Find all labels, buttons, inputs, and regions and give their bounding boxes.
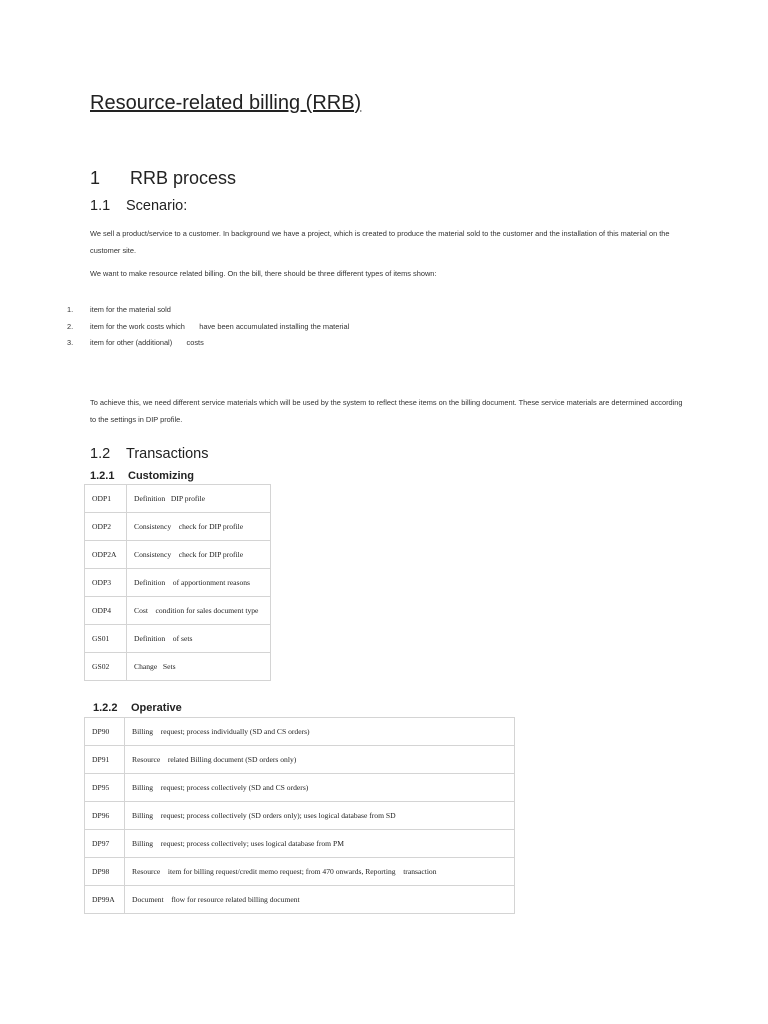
section-number: 1 <box>90 168 101 188</box>
table-row <box>85 802 515 830</box>
table-row <box>85 513 271 541</box>
table-row <box>85 653 271 681</box>
transaction-code: ODP2A <box>85 541 127 569</box>
transaction-description: Cost condition for sales document type <box>127 597 271 625</box>
document-title: Resource-related billing (RRB) <box>90 92 362 114</box>
list-text: item for the material sold <box>90 305 171 314</box>
transaction-description: Resource related Billing document (SD orders only) <box>125 746 515 774</box>
table-row <box>85 569 271 597</box>
transaction-code: DP90 <box>85 718 125 746</box>
list-number: 1. <box>67 305 74 314</box>
service-materials-paragraph: To achieve this, we need different service materials which will be used by the system to reflect these items on the billing document. These service materials are determined according to the settings in DIP profile. <box>90 398 683 424</box>
transaction-description: Consistency check for DIP profile <box>127 541 271 569</box>
list-text: item for the work costs which have been accumulated installing the material <box>90 321 350 331</box>
section-number: 1.1 <box>90 198 111 214</box>
scenario-paragraph: We sell a product/service to a customer. In background we have a project, which is created to produce the material sold to the customer and the installation of this material on the customer site. <box>90 229 670 255</box>
customizing-transactions-table <box>84 484 271 681</box>
list-number: 2. <box>67 321 74 331</box>
transaction-code: DP95 <box>85 774 125 802</box>
section-number: 1.2.1 <box>90 470 115 482</box>
transaction-code: GS02 <box>85 653 127 681</box>
table-row <box>85 774 515 802</box>
transaction-description: Consistency check for DIP profile <box>127 513 271 541</box>
subsection-heading-customizing <box>90 470 194 482</box>
transaction-description: Billing request; process individually (SD and CS orders) <box>125 718 515 746</box>
table-row <box>85 541 271 569</box>
section-heading-rrb-process <box>90 168 236 189</box>
section-number: 1.2.2 <box>93 702 118 714</box>
section-heading-transactions <box>90 446 208 462</box>
transaction-code: ODP1 <box>85 485 127 513</box>
transaction-code: DP91 <box>85 746 125 774</box>
transaction-code: ODP4 <box>85 597 127 625</box>
transaction-description: Definition DIP profile <box>127 485 271 513</box>
transaction-code: ODP3 <box>85 569 127 597</box>
table-row <box>85 886 515 914</box>
section-title: Scenario: <box>126 198 188 214</box>
transaction-description: Change Sets <box>127 653 271 681</box>
section-title: RRB process <box>130 168 237 188</box>
transaction-description: Document flow for resource related billing document <box>125 886 515 914</box>
table-row <box>85 746 515 774</box>
table-row <box>85 858 515 886</box>
list-text: item for other (additional) costs <box>90 338 204 347</box>
section-number: 1.2 <box>90 446 111 462</box>
transaction-description: Billing request; process collectively; uses logical database from PM <box>125 830 515 858</box>
table-row <box>85 485 271 513</box>
section-title: Customizing <box>128 470 194 482</box>
transaction-description: Definition of apportionment reasons <box>127 569 271 597</box>
table-row <box>85 597 271 625</box>
transaction-code: DP96 <box>85 802 125 830</box>
section-heading-scenario <box>90 198 187 214</box>
table-row <box>85 830 515 858</box>
transaction-description: Billing request; process collectively (SD orders only); uses logical database from SD <box>125 802 515 830</box>
transaction-code: DP97 <box>85 830 125 858</box>
transaction-code: DP99A <box>85 886 125 914</box>
transaction-description: Resource item for billing request/credit memo request; from 470 onwards, Reporting transaction <box>125 858 515 886</box>
section-title: Transactions <box>126 446 209 462</box>
operative-transactions-table <box>84 717 515 914</box>
table-row <box>85 718 515 746</box>
section-title: Operative <box>131 702 182 714</box>
transaction-description: Billing request; process collectively (SD and CS orders) <box>125 774 515 802</box>
subsection-heading-operative <box>93 702 182 714</box>
list-number: 3. <box>67 338 74 347</box>
billing-paragraph: We want to make resource related billing. On the bill, there should be three different types of items shown: <box>90 269 437 278</box>
transaction-description: Definition of sets <box>127 625 271 653</box>
table-row <box>85 625 271 653</box>
transaction-code: GS01 <box>85 625 127 653</box>
transaction-code: ODP2 <box>85 513 127 541</box>
transaction-code: DP98 <box>85 858 125 886</box>
